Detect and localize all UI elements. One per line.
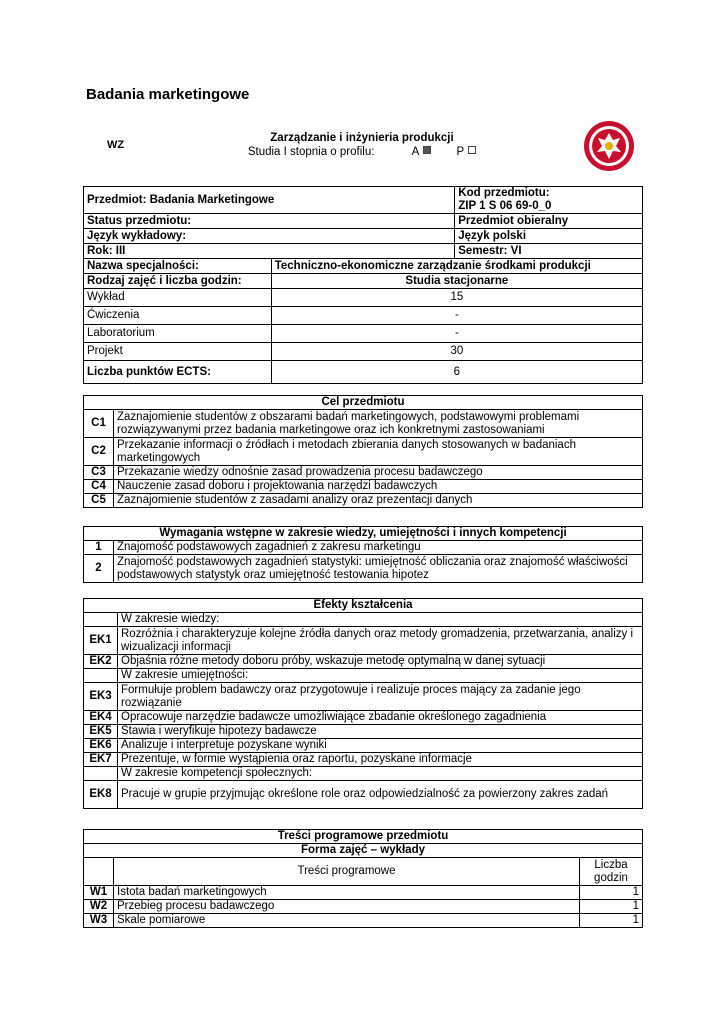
outcome-text: Formułuje problem badawczy oraz przygotowuje i realizuje proces mający za zadanie jego rozwiązanie [118,683,643,711]
goal-id: C2 [84,438,114,466]
outcome-text: Prezentuje, w formie wystąpienia oraz raportu, pozyskane informacje [118,753,643,767]
subject-code-value: ZIP 1 S 06 69-0_0 [458,200,552,212]
knowledge-section: W zakresie wiedzy: [118,613,643,627]
program-content-header: Treści programowe [114,858,580,886]
profile-label: Studia I stopnia o profilu: [247,146,375,158]
hours-row-name: Wykład [84,289,272,307]
outcome-text: Analizuje i interpretuje pozyskane wyniki [118,739,643,753]
ects-value: 6 [271,361,642,384]
requirement-id: 2 [84,555,114,583]
requirement-text: Znajomość podstawowych zagadnień statystyki: umiejętność obliczania oraz znajomość właściwości podstawowych statystyk oraz umiejętność testowania hipotez [114,555,643,583]
language-label: Język wykładowy: [84,229,455,244]
outcome-text: Pracuje w grupie przyjmując określone role oraz odpowiedzialność za powierzony zakres zadań [118,781,643,809]
program-form: Forma zajęć – wykłady [84,844,643,858]
field-of-study: Zarządzanie i inżynieria produkcji [270,132,454,144]
hours-row-value: 30 [271,343,642,361]
subject-name: Przedmiot: Badania Marketingowe [84,187,455,214]
header-block [200,131,524,159]
specialty-value: Techniczno-ekonomiczne zarządzanie środkami produkcji [271,259,642,274]
hours-row-value: 15 [271,289,642,307]
status-value: Przedmiot obieralny [455,214,643,229]
program-row-id: W2 [84,900,114,914]
program-row-hours: 1 [580,914,643,928]
outcome-text: Rozróżnia i charakteryzuje kolejne źródła danych oraz metody gromadzenia, przetwarzania, analizy i wizualizacji informacji [118,627,643,655]
class-type-label: Rodzaj zajęć i liczba godzin: [84,274,272,289]
hours-row-value: - [271,325,642,343]
specialty-label: Nazwa specjalności: [84,259,272,274]
goal-text: Przekazanie wiedzy odnośnie zasad prowadzenia procesu badawczego [114,466,643,480]
competences-section: W zakresie kompetencji społecznych: [118,767,643,781]
subject-code [455,187,643,214]
outcome-id: EK3 [84,683,118,711]
outcome-id: EK1 [84,627,118,655]
program-row-text: Skale pomiarowe [114,914,580,928]
language-value: Język polski [455,229,643,244]
outcome-id: EK5 [84,725,118,739]
outcome-id: EK7 [84,753,118,767]
profile-line [200,145,524,159]
ects-label: Liczba punktów ECTS: [84,361,272,384]
subject-code-label: Kod przedmiotu: [458,187,550,199]
goal-id: C1 [84,410,114,438]
hours-row-value: - [271,307,642,325]
program-row-id: W3 [84,914,114,928]
outcome-id: EK8 [84,781,118,809]
goal-text: Zaznajomienie studentów z zasadami analizy oraz prezentacji danych [114,494,643,508]
requirements-table [83,526,643,583]
goal-text: Przekazanie informacji o źródłach i metodach zbierania danych stosowanych w badaniach marketingowych [114,438,643,466]
goal-id: C3 [84,466,114,480]
hours-row-name: Projekt [84,343,272,361]
goal-text: Nauczenie zasad doboru i projektowania narzędzi badawczych [114,480,643,494]
goals-header: Cel przedmiotu [84,396,643,410]
university-logo-icon [583,120,635,172]
year-label: Rok: III [84,244,455,259]
outcome-text: Opracowuje narzędzie badawcze umożliwiające zbadanie określonego zagadnienia [118,711,643,725]
requirements-header: Wymagania wstępne w zakresie wiedzy, umiejętności i innych kompetencji [84,527,643,541]
faculty-code: WZ [107,139,125,151]
program-header: Treści programowe przedmiotu [84,830,643,844]
outcomes-table [83,598,643,809]
program-row-hours: 1 [580,900,643,914]
outcome-id: EK2 [84,655,118,669]
goal-id: C5 [84,494,114,508]
page-title: Badania marketingowe [86,86,250,103]
outcome-id: EK6 [84,739,118,753]
checkbox-p-icon [468,146,476,154]
program-row-text: Przebieg procesu badawczego [114,900,580,914]
goal-text: Zaznajomienie studentów z obszarami badań marketingowych, podstawowymi problemami rozwiązywanymi przez badania marketingowe oraz ich konkretnymi zastosowaniami [114,410,643,438]
program-row-id: W1 [84,886,114,900]
class-type-value: Studia stacjonarne [271,274,642,289]
semester-label: Semestr: VI [455,244,643,259]
outcomes-header: Efekty kształcenia [84,599,643,613]
skills-section: W zakresie umiejętności: [118,669,643,683]
goal-id: C4 [84,480,114,494]
program-row-hours: 1 [580,886,643,900]
subject-info-table [83,186,643,384]
hours-row-name: Laboratorium [84,325,272,343]
program-row-text: Istota badań marketingowych [114,886,580,900]
outcome-text: Stawia i weryfikuje hipotezy badawcze [118,725,643,739]
requirement-text: Znajomość podstawowych zagadnień z zakresu marketingu [114,541,643,555]
outcome-text: Objaśnia różne metody doboru próby, wskazuje metodę optymalną w danej sytuacji [118,655,643,669]
outcome-id: EK4 [84,711,118,725]
status-label: Status przedmiotu: [84,214,455,229]
checkbox-a-icon [423,146,431,154]
program-hours-header: Liczba godzin [580,858,643,886]
requirement-id: 1 [84,541,114,555]
program-table [83,829,643,928]
hours-row-name: Ćwiczenia [84,307,272,325]
profile-p-label: P [456,146,465,158]
goals-table [83,395,643,508]
profile-a-label: A [411,146,420,158]
